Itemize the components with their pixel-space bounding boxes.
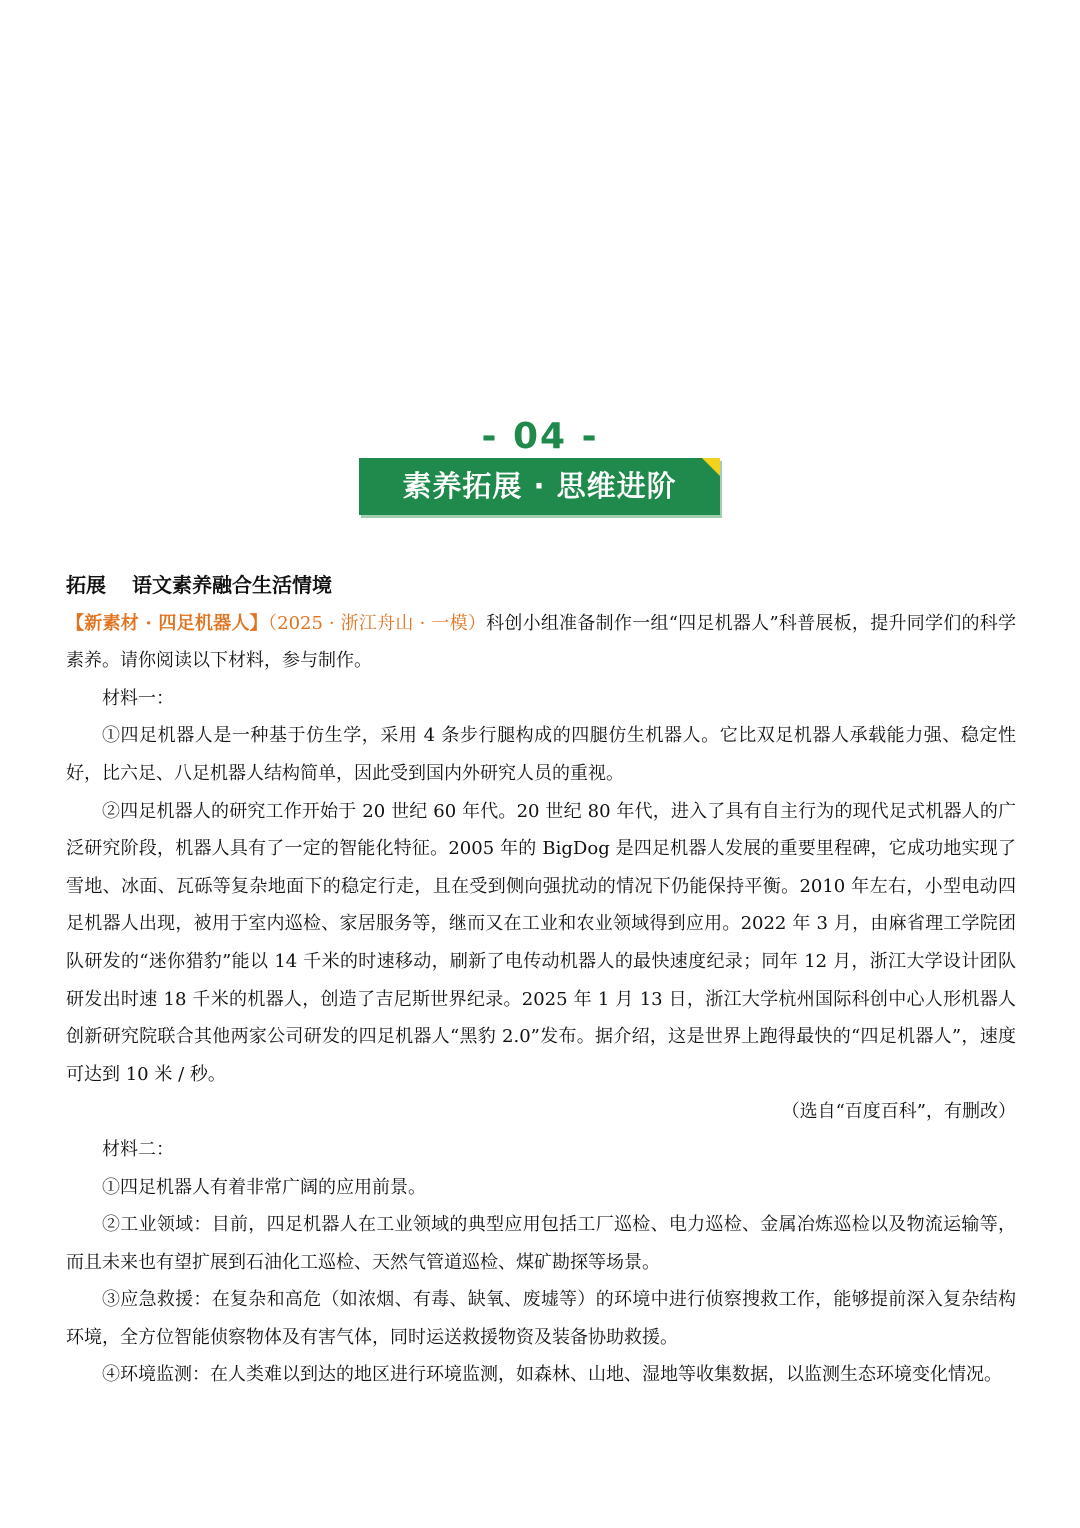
material2-para4: ④环境监测：在人类难以到达的地区进行环境监测，如森林、山地、湿地等收集数据，以监测生态环境变化情况。 <box>102 1364 1002 1386</box>
exam-source: （2025 · 浙江舟山 · 一模） <box>267 612 487 634</box>
material1-label: 材料一： <box>102 687 174 709</box>
section-title: 素养拓展 · 思维进阶 <box>402 469 677 503</box>
material2-para3: ③应急救援：在复杂和高危（如浓烟、有毒、缺氧、废墟等）的环境中进行侦察搜救工作，能够提前深入复杂结构环境，全方位智能侦察物体及有害气体，同时运送救援物资及装备协助救援。 <box>66 1289 1016 1348</box>
section-banner <box>359 458 720 515</box>
material-tag: 【新素材 · 四足机器人】 <box>66 612 268 634</box>
heading-label: 拓展 <box>66 573 106 597</box>
material1-citation: （选自“百度百科”，有删改） <box>781 1101 1016 1123</box>
material2-para1: ①四足机器人有着非常广阔的应用前景。 <box>102 1176 426 1198</box>
intro-paragraph <box>66 605 1016 680</box>
material1-para1: ①四足机器人是一种基于仿生学，采用 4 条步行腿构成的四腿仿生机器人。它比双足机器人承载能力强、稳定性好，比六足、八足机器人结构简单，因此受到国内外研究人员的重视。 <box>66 725 1016 784</box>
heading-title: 语文素养融合生活情境 <box>132 573 332 597</box>
material2-para2: ②工业领域：目前，四足机器人在工业领域的典型应用包括工厂巡检、电力巡检、金属冶炼巡检以及物流运输等，而且未来也有望扩展到石油化工巡检、天然气管道巡检、煤矿勘探等场景。 <box>66 1214 1016 1273</box>
exercise-heading <box>66 567 1016 605</box>
material1-para2: ②四足机器人的研究工作开始于 20 世纪 60 年代。20 世纪 80 年代，进入了具有自主行为的现代足式机器人的广泛研究阶段，机器人具有了一定的智能化特征。2005 年的 BigDog 是四足机器人发展的重要里程碑，它成功地实现了雪地、冰面、瓦砾等复杂地面下的稳定行走，且在受到侧向强扰动的情况下仍能保持平衡。2010 年左右，小型电动四足机器人出现，被用于室内巡检、家居服务等，继而又在工业和农业领域得到应用。2022 年 3 月，由麻省理工学院团队研发的“迷你猎豹”能以 14 千米的时速移动，刷新了电传动机器人的最快速度纪录；同年 12 月，浙江大学设计团队研发出时速 18 千米的机器人，创造了吉尼斯世界纪录。2025 年 1 月 13 日，浙江大学杭州国际科创中心人形机器人创新研究院联合其他两家公司研发的四足机器人“黑豹 2.0”发布。据介绍，这是世界上跑得最快的“四足机器人”，速度可达到 10 米 / 秒。 <box>66 800 1016 1085</box>
intro-text: 科创小组准备制作一组“四足机器人”科普展板，提升同学们的科学素养。请你阅读以下材料，参与制作。 <box>66 612 1016 672</box>
material2-label: 材料二： <box>102 1138 174 1160</box>
section-number: - 04 - <box>481 416 599 457</box>
document-content <box>66 567 1016 1394</box>
